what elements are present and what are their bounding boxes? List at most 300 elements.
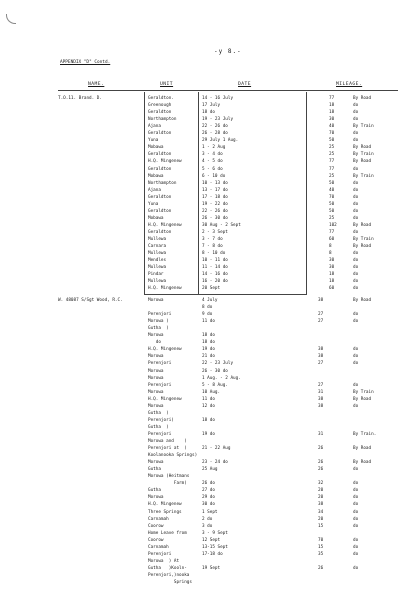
travel-method: do — [353, 166, 359, 172]
unit-location: Gutha — [148, 488, 161, 494]
unit-location: Gutha )Kooln- — [148, 565, 187, 571]
travel-method: do — [353, 279, 359, 285]
movement-date: 11 - 14 do — [202, 265, 228, 271]
mileage-value: 18 — [329, 110, 335, 116]
travel-method: By Road — [353, 446, 372, 452]
mileage-value: 35 — [318, 551, 324, 557]
unit-location: Perenjori — [148, 382, 172, 388]
table-row — [0, 180, 419, 187]
travel-method: do — [353, 272, 359, 278]
movement-date: 3 - 4 do — [202, 152, 223, 158]
table-row — [0, 285, 419, 292]
unit-location: Mobawa — [148, 215, 164, 221]
travel-method: do — [353, 481, 359, 487]
table-row — [0, 368, 419, 375]
travel-method: do — [353, 103, 359, 109]
table-row — [0, 151, 419, 158]
travel-method: do — [353, 110, 359, 116]
movement-date: 22 - 26 do — [202, 124, 228, 130]
person-name: T.O.11. Brand. D. — [58, 96, 102, 101]
travel-method: By Train — [353, 389, 374, 395]
table-row — [0, 304, 419, 311]
travel-method: By Road — [353, 145, 372, 151]
mileage-value: 50 — [329, 208, 335, 214]
unit-location: Perenjori) — [148, 417, 174, 423]
mileage-value: 27 — [318, 361, 324, 367]
table-row — [0, 466, 419, 473]
movement-date: 1 Sept — [202, 509, 218, 515]
table-row — [0, 438, 419, 445]
table-row — [0, 551, 419, 558]
travel-method: do — [353, 551, 359, 557]
movement-date: 10 - 11 do — [202, 258, 228, 264]
mileage-value: 40 — [329, 124, 335, 130]
table-row — [0, 332, 419, 339]
travel-method: do — [353, 565, 359, 571]
movement-date: 11 do — [202, 396, 215, 402]
mileage-value: 30 — [329, 265, 335, 271]
mileage-value: 38 — [318, 347, 324, 353]
mileage-value: 77 — [329, 159, 335, 165]
table-row — [0, 215, 419, 222]
movement-date: 10 Aug. — [202, 389, 221, 395]
mileage-value: 25 — [329, 152, 335, 158]
travel-method: By Road — [353, 222, 372, 228]
movement-date: 3 - 9 Sept — [202, 530, 228, 536]
mileage-value: 77 — [329, 229, 335, 235]
table-row — [0, 194, 419, 201]
travel-method: do — [353, 502, 359, 508]
punch-hole-mark — [6, 14, 16, 24]
movement-date: 29 July 1 Aug. — [202, 138, 239, 144]
movement-date: 30 do — [202, 502, 215, 508]
unit-location: Ajana — [148, 124, 161, 130]
unit-location: Morowa — [148, 333, 164, 339]
unit-location: Geraldton — [148, 208, 172, 214]
unit-location: Mullewa — [148, 251, 167, 257]
unit-location: Ajana — [148, 187, 161, 193]
unit-location: Greenough — [148, 103, 172, 109]
movement-date: 6 - 10 do — [202, 173, 226, 179]
unit-location: Gutha ) — [148, 410, 169, 416]
travel-method: By Road — [353, 96, 372, 101]
movement-date: 12 do — [202, 403, 215, 409]
travel-method: By Road — [353, 244, 372, 250]
movement-date: 18 do — [202, 110, 215, 116]
travel-method: do — [353, 382, 359, 388]
mileage-value: 15 — [318, 544, 324, 550]
unit-location: Morowa — [148, 403, 164, 409]
travel-method: do — [353, 544, 359, 550]
movement-date: 20 Sept — [202, 286, 221, 292]
table-row — [0, 445, 419, 452]
table-row — [0, 480, 419, 487]
table-row — [0, 264, 419, 271]
unit-location: Gutha ) — [148, 326, 169, 332]
mileage-value: 38 — [318, 502, 324, 508]
unit-location: Three Springs — [148, 509, 182, 515]
movement-date: 1 - 2 Aug — [202, 145, 226, 151]
table-row — [0, 208, 419, 215]
travel-method: do — [353, 509, 359, 515]
travel-method: do — [353, 201, 359, 207]
travel-method: By Road — [353, 460, 372, 466]
person-name: W. 48087 S/Sgt Wood, R.C. — [58, 298, 123, 303]
movement-date: 21 do — [202, 354, 215, 360]
table-row — [0, 116, 419, 123]
unit-location: Mendles — [148, 258, 167, 264]
unit-location: Morowa ) — [148, 319, 169, 325]
travel-method: By Train. — [353, 431, 377, 437]
mileage-value: 18 — [329, 272, 335, 278]
mileage-value: 18 — [329, 103, 335, 109]
travel-method: By Train — [353, 152, 374, 158]
table-row — [0, 130, 419, 137]
travel-method: do — [353, 258, 359, 264]
movement-date: 23 - 24 do — [202, 460, 228, 466]
mileage-value: 38 — [318, 298, 324, 303]
unit-location: Geraldton — [148, 229, 172, 235]
mileage-value: 27 — [318, 312, 324, 318]
travel-method: do — [353, 265, 359, 271]
table-row — [0, 173, 419, 180]
travel-method: do — [353, 523, 359, 529]
travel-method: do — [353, 537, 359, 543]
mileage-value: 26 — [318, 460, 324, 466]
unit-location: H.Q. Mingenew — [148, 396, 182, 402]
unit-location: Yuna — [148, 201, 159, 207]
table-row — [0, 318, 419, 325]
mileage-value: 38 — [318, 396, 324, 402]
movement-date: 27 do — [202, 488, 215, 494]
unit-location: Morowa — [148, 354, 164, 360]
unit-location: Gutha — [148, 467, 161, 473]
travel-method: do — [353, 131, 359, 137]
mileage-value: 70 — [318, 537, 324, 543]
table-row — [0, 158, 419, 165]
travel-method: By Road — [353, 298, 372, 303]
unit-location: H.Q. Mingenew — [148, 347, 182, 353]
movement-date: 17 - 18 do — [202, 194, 228, 200]
table-row — [0, 523, 419, 530]
unit-location: Carnara — [148, 244, 167, 250]
movement-date: 19 do — [202, 347, 215, 353]
table-row — [0, 166, 419, 173]
travel-method: do — [353, 187, 359, 193]
table-row — [0, 382, 419, 389]
mileage-value: 77 — [329, 166, 335, 172]
travel-method: do — [353, 138, 359, 144]
movement-date: 4 July — [202, 298, 218, 303]
unit-location: Northampton — [148, 117, 177, 123]
header-unit: UNIT — [160, 82, 174, 87]
travel-method: do — [353, 354, 359, 360]
table-row — [0, 187, 419, 194]
movement-date: 16 - 20 do — [202, 279, 228, 285]
unit-location: Mullewa — [148, 237, 167, 242]
movement-date: 3 do — [202, 523, 213, 529]
table-row — [0, 144, 419, 151]
table-row — [0, 544, 419, 551]
table-row — [0, 222, 419, 229]
movement-date: 18 do — [202, 417, 215, 423]
movement-date: 13-15 Sept — [202, 544, 228, 550]
travel-method: By Road — [353, 396, 372, 402]
movement-date: 19 - 22 do — [202, 201, 228, 207]
table-row — [0, 339, 419, 346]
unit-location: Geraldton — [148, 166, 172, 172]
unit-location: Farm) — [148, 481, 187, 487]
movement-date: 8 - 10 do — [202, 251, 226, 257]
movement-date: 21 - 22 Aug — [202, 446, 231, 452]
movement-date: 5 - 8 Aug. — [202, 382, 228, 388]
table-row — [0, 396, 419, 403]
movement-date: 25 Aug — [202, 467, 218, 473]
table-row — [0, 389, 419, 396]
table-row — [0, 360, 419, 367]
movement-date: 9 do — [202, 312, 213, 318]
unit-location: Morowa ) At — [148, 558, 180, 564]
unit-location: Mullewa — [148, 265, 167, 271]
unit-location: Perenjori — [148, 551, 172, 557]
table-row — [0, 109, 419, 116]
table-row — [0, 257, 419, 264]
mileage-value: 20 — [318, 488, 324, 494]
mileage-value: 25 — [329, 215, 335, 221]
mileage-value: 38 — [318, 354, 324, 360]
travel-method: By Train — [353, 237, 374, 242]
unit-location: H.Q. Mingenew — [148, 286, 182, 292]
table-row — [0, 278, 419, 285]
travel-method: do — [353, 286, 359, 292]
movement-date: 1 Aug. - 2 Aug. — [202, 375, 241, 381]
travel-method: do — [353, 117, 359, 123]
unit-location: Morowa — [148, 495, 164, 501]
mileage-value: 30 — [329, 258, 335, 264]
mileage-value: 30 — [329, 117, 335, 123]
unit-location: Pindar — [148, 272, 164, 278]
mileage-value: 70 — [329, 131, 335, 137]
travel-method: By Train — [353, 124, 374, 130]
table-row — [0, 537, 419, 544]
travel-method: do — [353, 488, 359, 494]
movement-date: 29 do — [202, 495, 215, 501]
header-date: DATE — [238, 82, 252, 87]
travel-method: do — [353, 312, 359, 318]
table-row — [0, 250, 419, 257]
table-bottom-rule — [144, 294, 307, 295]
table-row — [0, 297, 419, 304]
movement-date: 14 - 16 July — [202, 96, 234, 101]
movement-date: 11 do — [202, 319, 215, 325]
movement-date: 19 - 23 July — [202, 117, 234, 123]
movement-date: 17-18 do — [202, 551, 223, 557]
mileage-value: 20 — [318, 516, 324, 522]
mileage-value: 27 — [318, 382, 324, 388]
mileage-value: 26 — [318, 565, 324, 571]
mileage-value: 50 — [329, 180, 335, 186]
table-row — [0, 509, 419, 516]
unit-location: Geraldton — [148, 131, 172, 137]
table-row — [0, 579, 419, 586]
mileage-value: 34 — [318, 509, 324, 515]
page-number: -y 8.- — [214, 48, 242, 55]
mileage-value: 25 — [329, 145, 335, 151]
travel-method: do — [353, 194, 359, 200]
table-row — [0, 325, 419, 332]
unit-location: Morowa — [148, 375, 164, 381]
table-row — [0, 123, 419, 130]
table-row — [0, 346, 419, 353]
unit-location: Morowa and ) — [148, 439, 187, 444]
table-row — [0, 236, 419, 243]
movement-date: 4 - 5 do — [202, 159, 223, 165]
mileage-value: 8 — [329, 244, 332, 250]
table-row — [0, 494, 419, 501]
movement-date: 13 - 17 do — [202, 187, 228, 193]
table-row — [0, 530, 419, 537]
table-row — [0, 201, 419, 208]
movement-date: 30 Aug - 2 Sept — [202, 222, 241, 228]
table-row — [0, 137, 419, 144]
mileage-value: 25 — [329, 173, 335, 179]
movement-date: 22 - 26 do — [202, 208, 228, 214]
movement-date: 18 do — [202, 333, 215, 339]
travel-method: do — [353, 180, 359, 186]
unit-location: Yuna — [148, 138, 159, 144]
table-row — [0, 403, 419, 410]
table-row — [0, 565, 419, 572]
table-row — [0, 431, 419, 438]
table-row — [0, 501, 419, 508]
movement-date: 19 do — [202, 431, 215, 437]
movement-date: 12 Sept — [202, 537, 221, 543]
movement-date: 14 - 16 do — [202, 272, 228, 278]
mileage-value: 50 — [329, 138, 335, 144]
movement-date: 7 - 8 do — [202, 244, 223, 250]
unit-location: Coorow — [148, 523, 164, 529]
mileage-value: 26 — [318, 467, 324, 473]
movement-date: 18 do — [202, 340, 215, 346]
travel-method: By Road — [353, 159, 372, 165]
unit-location: Carnamah — [148, 544, 169, 550]
movement-date: 5 - 6 do — [202, 166, 223, 172]
unit-location: Perenjori — [148, 361, 172, 367]
unit-location: Coorow — [148, 537, 164, 543]
movement-date: 26 - 28 do — [202, 131, 228, 137]
unit-location: Morowa — [148, 368, 164, 374]
travel-method: do — [353, 467, 359, 473]
table-row — [0, 375, 419, 382]
unit-location: Carnamah — [148, 516, 169, 522]
unit-location: Springs — [148, 580, 192, 585]
unit-location: Morowa — [148, 298, 164, 303]
travel-method: do — [353, 229, 359, 235]
table-row — [0, 353, 419, 360]
unit-location: Mullewa — [148, 279, 167, 285]
header-mileage: MILEAGE. — [336, 82, 363, 87]
unit-location: H.Q. Mingenew — [148, 222, 182, 228]
header-rule — [58, 90, 398, 91]
travel-method: do — [353, 208, 359, 214]
mileage-value: 31 — [318, 431, 324, 437]
unit-location: H.Q. Mingenew — [148, 502, 182, 508]
table-row — [0, 572, 419, 579]
table-row — [0, 473, 419, 480]
travel-method: do — [353, 516, 359, 522]
mileage-value: 38 — [318, 403, 324, 409]
travel-method: By Train — [353, 173, 374, 179]
mileage-value: 60 — [329, 286, 335, 292]
unit-location: Perenjori — [148, 312, 172, 318]
travel-method: do — [353, 251, 359, 257]
mileage-value: 32 — [318, 481, 324, 487]
mileage-value: 40 — [329, 187, 335, 193]
movement-date: 26 - 30 do — [202, 368, 228, 374]
travel-method: do — [353, 403, 359, 409]
unit-location: Northampton — [148, 180, 177, 186]
header-name: NAME. — [88, 82, 105, 87]
mileage-value: 50 — [329, 201, 335, 207]
movement-date: 19 Sept — [202, 565, 221, 571]
table-row — [0, 417, 419, 424]
mileage-value: 102 — [329, 222, 337, 228]
unit-location: Morowa — [148, 389, 164, 395]
travel-method: do — [353, 215, 359, 221]
travel-method: do — [353, 495, 359, 501]
movement-date: 3 - 7 do — [202, 237, 223, 242]
mileage-value: 31 — [318, 389, 324, 395]
unit-location: H.Q. Mingenew — [148, 159, 182, 165]
unit-location: Geraldton — [148, 110, 172, 116]
table-row — [0, 410, 419, 417]
mileage-value: 26 — [318, 446, 324, 452]
table-row — [0, 229, 419, 236]
mileage-value: 70 — [329, 194, 335, 200]
mileage-value: 18 — [329, 279, 335, 285]
mileage-value: 20 — [318, 495, 324, 501]
movement-date: 2 - 3 Sept — [202, 229, 228, 235]
unit-location: do — [148, 340, 161, 346]
table-row — [0, 311, 419, 318]
mileage-value: 8 — [329, 251, 332, 257]
unit-location: Mobawa — [148, 145, 164, 151]
unit-location: Koolanooka Springs) — [148, 453, 198, 459]
unit-location: Geraldton — [148, 194, 172, 200]
movement-date: 26 - 30 do — [202, 215, 228, 221]
mileage-value: 60 — [329, 237, 335, 242]
mileage-value: 27 — [318, 319, 324, 325]
movement-date: 8 do — [202, 305, 213, 311]
table-row — [0, 271, 419, 278]
travel-method: do — [353, 319, 359, 325]
table-row — [0, 487, 419, 494]
movement-date: 10 - 13 do — [202, 180, 228, 186]
table-row — [0, 95, 419, 102]
table-row — [0, 558, 419, 565]
unit-location: Geraldton. — [148, 96, 174, 101]
unit-location: Morowa — [148, 460, 164, 466]
travel-method: do — [353, 361, 359, 367]
unit-location: Gutha ) — [148, 424, 169, 430]
table-row — [0, 424, 419, 431]
movement-date: 22 - 23 July — [202, 361, 234, 367]
unit-location: Geraldton — [148, 152, 172, 158]
unit-location: Perenjori — [148, 431, 172, 437]
movement-date: 2 do — [202, 516, 213, 522]
unit-location: Perenjori,)nooka — [148, 572, 190, 578]
appendix-title: APPENDIX "D" Contd. — [60, 60, 111, 65]
